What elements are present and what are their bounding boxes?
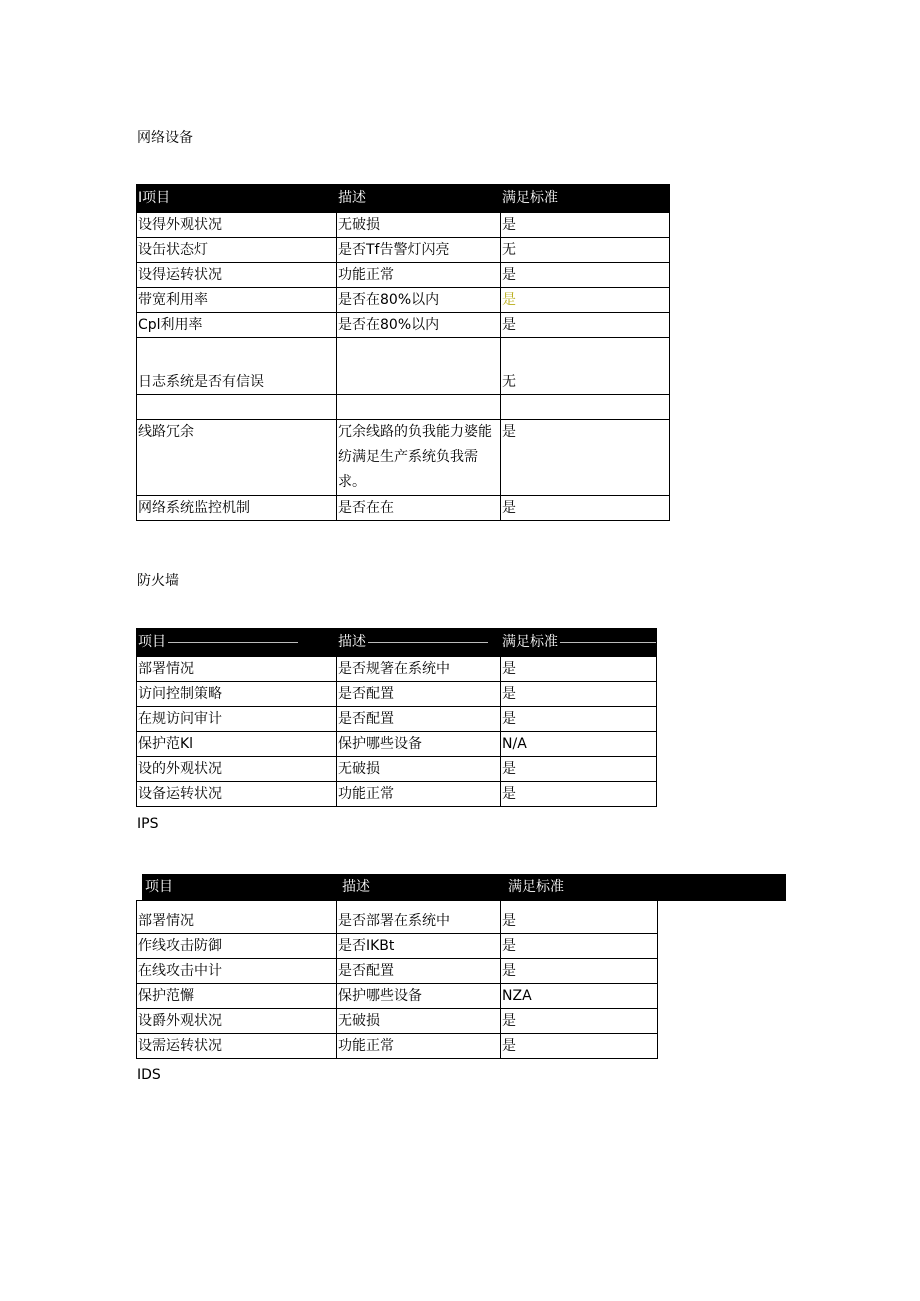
table-row [137, 238, 670, 263]
cell-standard: 是 [501, 707, 657, 732]
cell-standard: 无 [501, 238, 670, 263]
header-item: I项目 [137, 185, 337, 213]
cell-item: 线路冗余 [137, 420, 337, 496]
cell-description: 冗余线路的负我能力婆能纺满足生产系统负我需求。 [337, 420, 501, 496]
table-row [137, 959, 658, 984]
header-description: 描述 [337, 629, 501, 657]
cell-standard: 是 [501, 782, 657, 807]
cell-item: 部署情况 [137, 901, 337, 934]
header-description: 描述 [337, 185, 501, 213]
cell-item: 网络系统监控机制 [137, 496, 337, 521]
table-row [137, 901, 658, 934]
cell-description: 无破损 [337, 1009, 501, 1034]
cell-description: 是否在80%以内 [337, 288, 501, 313]
header-underline [168, 642, 298, 643]
table-row [137, 263, 670, 288]
cell-description: 是否在80%以内 [337, 313, 501, 338]
section-title-network: 网络设备 [137, 130, 193, 146]
cell-standard: 是 [501, 263, 670, 288]
header-item: 项目 [137, 629, 337, 657]
cell-standard: 是 [501, 1034, 658, 1059]
cell-standard: 是 [501, 757, 657, 782]
cell-item: 保护范Kl [137, 732, 337, 757]
header-standard: 满足标准 [501, 185, 670, 213]
table-header-row [137, 185, 670, 213]
section-title-ips: IPS [137, 816, 159, 832]
cell-standard: 是 [501, 959, 658, 984]
cell-standard: 是 [501, 1009, 658, 1034]
table-row [137, 213, 670, 238]
cell-description: 是否IKBt [337, 934, 501, 959]
cell-standard: 是 [501, 682, 657, 707]
cell-description: 是否Tf告警灯闪亮 [337, 238, 501, 263]
cell-description: 是否规箸在系统中 [337, 657, 501, 682]
table-row [137, 420, 670, 496]
cell-standard [501, 395, 670, 420]
table-row [137, 782, 657, 807]
cell-description: 功能正常 [337, 263, 501, 288]
table-header-bar [142, 874, 786, 901]
table-row [137, 313, 670, 338]
cell-description: 无破损 [337, 757, 501, 782]
cell-item: 在线攻击中计 [137, 959, 337, 984]
table-row [137, 757, 657, 782]
cell-item: 设备运转状况 [137, 782, 337, 807]
cell-description: 是否部署在系统中 [337, 901, 501, 934]
cell-standard: 是 [501, 657, 657, 682]
table-row [137, 1034, 658, 1059]
header-item: 项目 [145, 879, 173, 895]
header-underline [560, 642, 657, 643]
section-title-ids: IDS [137, 1067, 161, 1083]
cell-item: 设得运转状况 [137, 263, 337, 288]
cell-standard: N/A [501, 732, 657, 757]
cell-item: Cpl利用率 [137, 313, 337, 338]
table-row [137, 395, 670, 420]
table-row [137, 338, 670, 395]
table-row [137, 707, 657, 732]
cell-item: 带宽利用率 [137, 288, 337, 313]
cell-description: 是否配置 [337, 707, 501, 732]
cell-standard: 是 [501, 288, 670, 313]
table-row [137, 657, 657, 682]
cell-standard: 是 [501, 420, 670, 496]
cell-description [337, 338, 501, 395]
firewall-table [136, 628, 657, 807]
cell-standard: 是 [501, 934, 658, 959]
header-standard: 满足标准 [501, 629, 657, 657]
cell-standard: 是 [501, 213, 670, 238]
cell-description [337, 395, 501, 420]
cell-item: 保护范懈 [137, 984, 337, 1009]
cell-item [137, 395, 337, 420]
cell-item: 设需运转状况 [137, 1034, 337, 1059]
cell-description: 无破损 [337, 213, 501, 238]
network-table [136, 184, 670, 521]
cell-item: 作线攻击防御 [137, 934, 337, 959]
table-row [137, 496, 670, 521]
table-row [137, 682, 657, 707]
cell-standard: 是 [501, 496, 670, 521]
cell-item: 在规访问审计 [137, 707, 337, 732]
cell-description: 保护哪些设备 [337, 732, 501, 757]
cell-description: 保护哪些设备 [337, 984, 501, 1009]
table-header-row [137, 629, 657, 657]
table-row [137, 732, 657, 757]
cell-description: 是否配置 [337, 959, 501, 984]
cell-standard: 是 [501, 313, 670, 338]
cell-item: 设得外观状况 [137, 213, 337, 238]
cell-description: 是否在在 [337, 496, 501, 521]
cell-standard: 无 [501, 338, 670, 395]
section-title-firewall: 防火墙 [137, 573, 179, 589]
cell-standard: 是 [501, 901, 658, 934]
cell-description: 功能正常 [337, 782, 501, 807]
header-underline [368, 642, 488, 643]
cell-item: 设的外观状况 [137, 757, 337, 782]
cell-item: 部署情况 [137, 657, 337, 682]
table-row [137, 1009, 658, 1034]
table-row [137, 288, 670, 313]
table-row [137, 984, 658, 1009]
cell-item: 访问控制策略 [137, 682, 337, 707]
cell-item: 日志系统是否有信误 [137, 338, 337, 395]
cell-standard: NZA [501, 984, 658, 1009]
header-standard: 满足标准 [508, 879, 564, 895]
cell-item: 设爵外观状况 [137, 1009, 337, 1034]
cell-description: 是否配置 [337, 682, 501, 707]
ips-table [136, 900, 658, 1059]
cell-description: 功能正常 [337, 1034, 501, 1059]
header-description: 描述 [342, 879, 370, 895]
cell-item: 设缶状态灯 [137, 238, 337, 263]
table-row [137, 934, 658, 959]
